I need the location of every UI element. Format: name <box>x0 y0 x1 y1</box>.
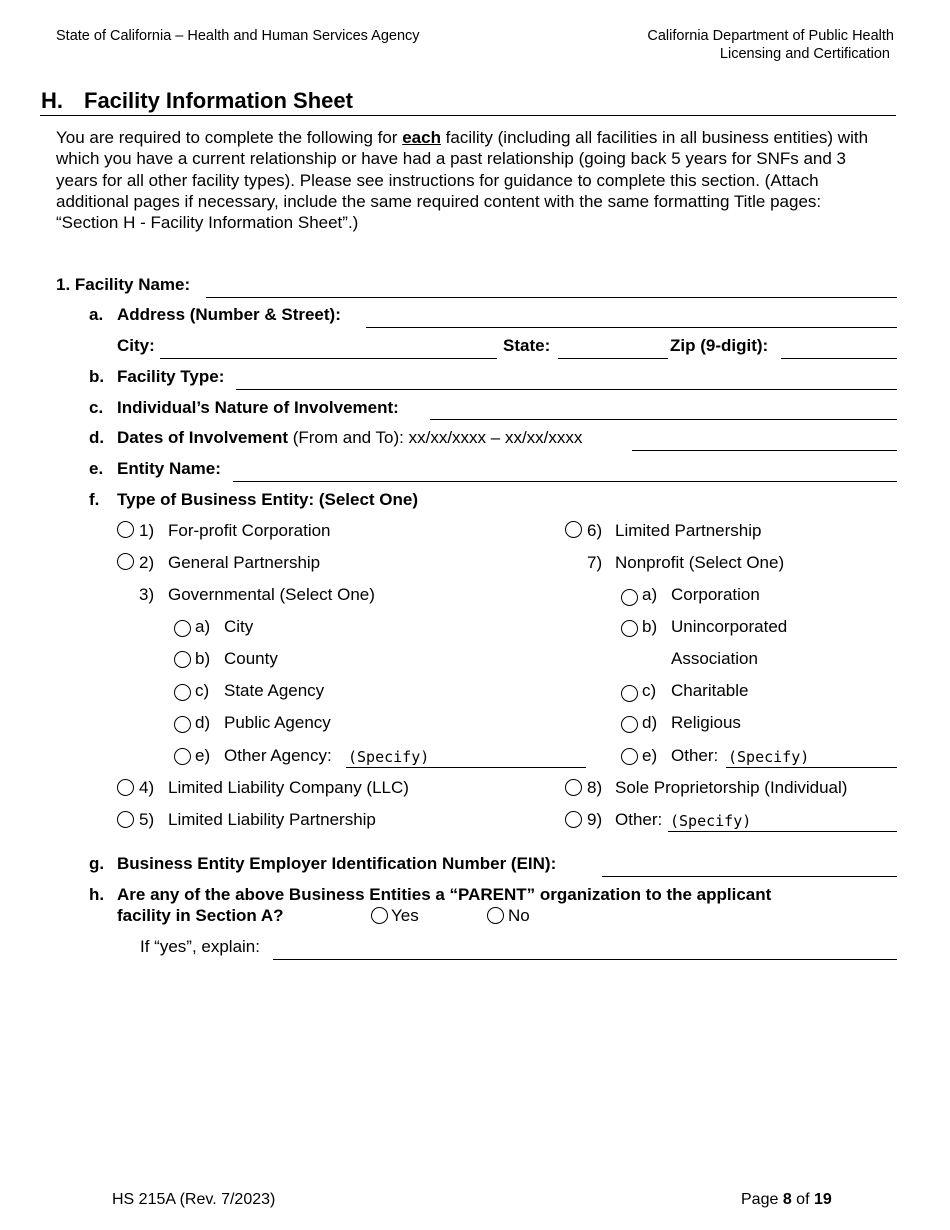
parent-question-line1: Are any of the above Business Entities a “PARENT” organization to the applicant <box>117 885 772 904</box>
option-label-governmental: Governmental (Select One) <box>168 585 375 604</box>
radio-np-corporation[interactable] <box>621 589 638 606</box>
option-label-limited-partnership: Limited Partnership <box>615 521 762 540</box>
option-label-np-other: Other: <box>671 746 719 765</box>
option-number: d) <box>195 713 211 732</box>
involvement-label: Individual’s Nature of Involvement: <box>117 398 399 417</box>
yes-label: Yes <box>391 906 419 925</box>
option-label-other: Other: <box>615 810 663 829</box>
radio-gov-public-agency[interactable] <box>174 716 191 733</box>
dates-label <box>117 428 582 448</box>
explain-label: If “yes”, explain: <box>140 937 260 956</box>
option-number: b) <box>642 617 658 636</box>
option-number: e) <box>195 746 211 765</box>
radio-other-entity[interactable] <box>565 811 582 828</box>
option-label-llp: Limited Liability Partnership <box>168 810 376 829</box>
radio-np-unincorporated[interactable] <box>621 620 638 637</box>
explain-field[interactable] <box>273 959 897 960</box>
section-letter: H. <box>41 88 63 113</box>
address-field[interactable] <box>366 327 897 328</box>
option-number: 2) <box>139 553 155 572</box>
entity-name-field[interactable] <box>233 481 897 482</box>
np-other-field[interactable] <box>726 767 897 768</box>
c-letter: c. <box>89 398 104 417</box>
radio-llp[interactable] <box>117 811 134 828</box>
option-number: 4) <box>139 778 155 797</box>
other-agency-specify[interactable]: (Specify) <box>348 748 430 766</box>
option-label-np-association: Association <box>671 649 758 668</box>
intro-after: facility (including all facilities in all business entities) with which you have a current relationship or have had a past relationship (going back 5 years for SNFs and 3 years for all other facility types). Please see instructions for guidance to complete this section. (Attach additional pages if necessary, include the same required content with the same formatting Title pages: “Section H - Facility Information Sheet”.) <box>56 128 869 233</box>
option-label-county: County <box>224 649 278 668</box>
option-label-nonprofit: Nonprofit (Select One) <box>615 553 785 572</box>
radio-parent-yes[interactable] <box>371 907 388 924</box>
option-number: c) <box>642 681 657 700</box>
dates-label-bold: Dates of Involvement <box>117 428 288 447</box>
option-number: 6) <box>587 521 603 540</box>
radio-limited-partnership[interactable] <box>565 521 582 538</box>
option-label-np-unincorporated: Unincorporated <box>671 617 788 636</box>
dates-label-rest: (From and To): xx/xx/xxxx – xx/xx/xxxx <box>288 428 583 447</box>
radio-np-charitable[interactable] <box>621 685 638 702</box>
page-total: 19 <box>813 1191 832 1208</box>
page-number <box>741 1191 832 1209</box>
zip-label: Zip (9-digit): <box>670 336 769 355</box>
option-label-other-agency: Other Agency: <box>224 746 332 765</box>
option-number: a) <box>195 617 211 636</box>
page-prefix: Page <box>741 1191 783 1208</box>
dates-field[interactable] <box>632 450 897 451</box>
e-letter: e. <box>89 459 104 478</box>
city-label: City: <box>117 336 155 355</box>
ein-label: Business Entity Employer Identification Number (EIN): <box>117 854 557 873</box>
division-name: Licensing and Certification <box>719 46 890 62</box>
option-number: c) <box>195 681 210 700</box>
radio-for-profit-corporation[interactable] <box>117 521 134 538</box>
radio-gov-county[interactable] <box>174 651 191 668</box>
city-field[interactable] <box>160 358 497 359</box>
option-label-general-partnership: General Partnership <box>168 553 321 572</box>
page-title: Facility Information Sheet <box>84 88 353 113</box>
radio-llc[interactable] <box>117 779 134 796</box>
other-entity-field[interactable] <box>668 831 897 832</box>
facility-type-label: Facility Type: <box>117 367 225 386</box>
option-label-np-corporation: Corporation <box>671 585 760 604</box>
f-letter: f. <box>89 490 100 509</box>
radio-gov-state-agency[interactable] <box>174 684 191 701</box>
other-agency-field[interactable] <box>346 767 586 768</box>
state-label: State: <box>503 336 551 355</box>
option-number: 8) <box>587 778 603 797</box>
page-current: 8 <box>782 1191 792 1208</box>
b-letter: b. <box>89 367 105 386</box>
g-letter: g. <box>89 854 105 873</box>
state-field[interactable] <box>558 358 668 359</box>
intro-before: You are required to complete the following for <box>56 128 403 147</box>
radio-gov-city[interactable] <box>174 620 191 637</box>
no-label: No <box>508 906 530 925</box>
option-number: 5) <box>139 810 155 829</box>
option-number: 7) <box>587 553 603 572</box>
entity-name-label: Entity Name: <box>117 459 221 478</box>
intro-emphasis: each <box>402 128 441 147</box>
address-label: Address (Number & Street): <box>117 305 341 324</box>
parent-question-line2: facility in Section A? <box>117 906 284 925</box>
radio-parent-no[interactable] <box>487 907 504 924</box>
radio-general-partnership[interactable] <box>117 553 134 570</box>
np-other-specify[interactable]: (Specify) <box>728 748 810 766</box>
radio-sole-proprietorship[interactable] <box>565 779 582 796</box>
option-label-np-charitable: Charitable <box>671 681 749 700</box>
zip-field[interactable] <box>781 358 897 359</box>
a-letter: a. <box>89 305 104 324</box>
option-number: b) <box>195 649 211 668</box>
option-number: e) <box>642 746 658 765</box>
option-number: d) <box>642 713 658 732</box>
involvement-field[interactable] <box>430 419 897 420</box>
intro-paragraph <box>56 127 886 233</box>
option-label-for-profit: For-profit Corporation <box>168 521 331 540</box>
ein-field[interactable] <box>602 876 897 877</box>
option-label-state-agency: State Agency <box>224 681 325 700</box>
option-number: a) <box>642 585 658 604</box>
department-name: California Department of Public Health <box>647 28 894 44</box>
option-label-public-agency: Public Agency <box>224 713 331 732</box>
page-mid: of <box>791 1191 814 1208</box>
facility-type-field[interactable] <box>236 389 897 390</box>
radio-gov-other-agency[interactable] <box>174 748 191 765</box>
title-rule <box>40 115 896 116</box>
form-id: HS 215A (Rev. 7/2023) <box>112 1191 276 1208</box>
h-letter: h. <box>89 885 105 904</box>
entity-type-label: Type of Business Entity: (Select One) <box>117 490 419 509</box>
other-entity-specify[interactable]: (Specify) <box>670 812 752 830</box>
option-label-sole-proprietorship: Sole Proprietorship (Individual) <box>615 778 848 797</box>
d-letter: d. <box>89 428 105 447</box>
facility-name-field[interactable] <box>206 297 897 298</box>
facility-name-label: 1. Facility Name: <box>56 275 191 294</box>
radio-np-religious[interactable] <box>621 716 638 733</box>
agency-name: State of California – Health and Human Services Agency <box>56 28 420 44</box>
option-number: 1) <box>139 521 155 540</box>
radio-np-other[interactable] <box>621 748 638 765</box>
option-number: 3) <box>139 585 155 604</box>
option-label-llc: Limited Liability Company (LLC) <box>168 778 409 797</box>
option-label-np-religious: Religious <box>671 713 741 732</box>
option-label-city: City <box>224 617 254 636</box>
option-number: 9) <box>587 810 603 829</box>
